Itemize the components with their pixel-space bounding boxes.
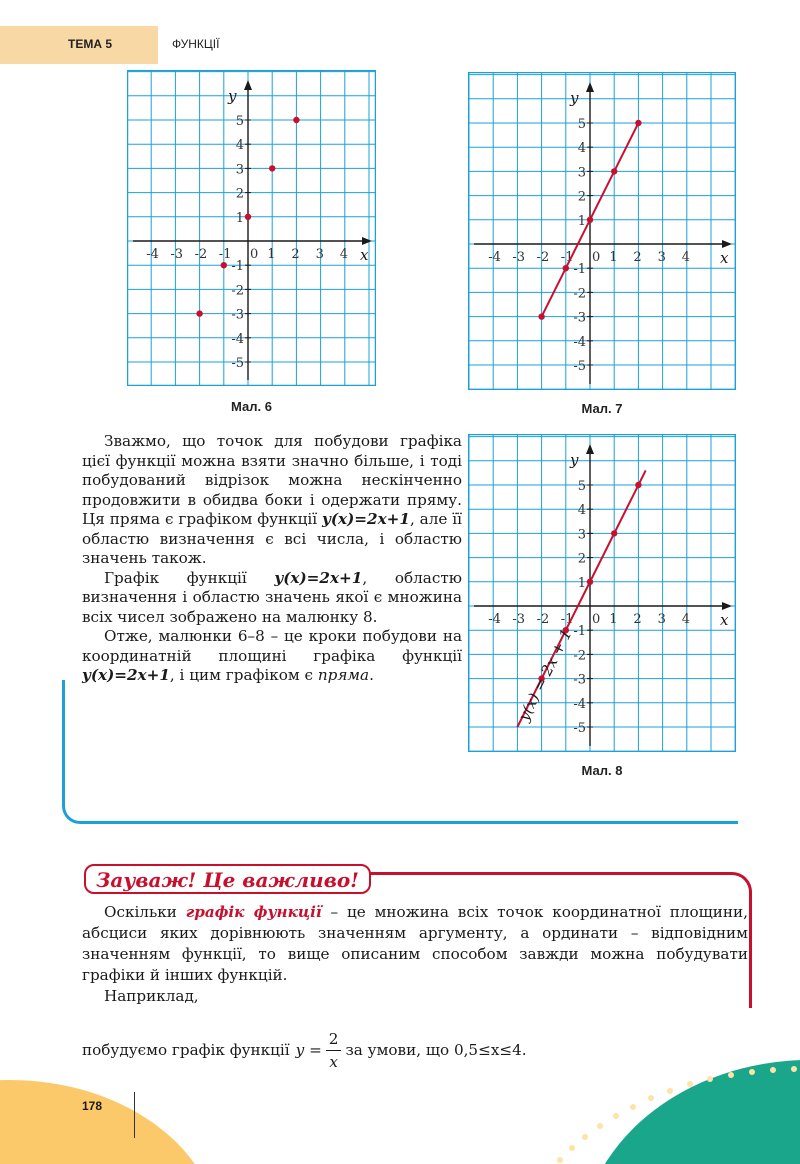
y-tick-label: 3: [235, 162, 244, 178]
figure-8-caption: Мал. 8: [581, 763, 623, 778]
y-tick-label: -3: [573, 672, 586, 688]
data-point: [635, 482, 641, 488]
data-point: [635, 120, 641, 126]
body-text: [82, 432, 462, 686]
section-label: ТЕМА 5: [68, 37, 113, 51]
line-equation-label: y(x) = 2x + 1: [514, 626, 576, 724]
y-tick-label: 4: [235, 138, 244, 154]
y-tick-label: -1: [231, 259, 244, 275]
x-tick-label: -3: [512, 250, 526, 265]
figure-6-caption: Мал. 6: [231, 399, 272, 414]
page-number-rule: [134, 1092, 135, 1138]
y-tick-label: -2: [573, 648, 586, 664]
x-axis-arrow: [362, 237, 372, 245]
grid: [468, 72, 736, 390]
x-tick-label: -1: [560, 250, 574, 265]
y-axis-arrow: [586, 82, 594, 92]
paragraph-2: [82, 569, 462, 628]
x-axis-arrow: [722, 240, 732, 248]
page-number: 178: [82, 1099, 103, 1113]
x-axis-arrow: [722, 602, 732, 610]
x-tick-label: -3: [512, 612, 526, 627]
note-term: графік функції: [185, 903, 322, 921]
x-tick-label: 4: [681, 612, 691, 627]
data-point: [269, 165, 275, 171]
x-axis-label: x: [720, 249, 729, 267]
x-axis-label: x: [360, 246, 369, 264]
y-axis-label: y: [228, 87, 237, 105]
note-paragraph-2: Наприклад,: [104, 987, 199, 1005]
x-tick-label: -3: [170, 247, 184, 262]
data-point: [293, 117, 299, 123]
note-title: Зауваж! Це важливо!: [84, 864, 371, 894]
fraction-denominator: x: [329, 1053, 338, 1071]
y-axis-label: y: [570, 451, 579, 469]
x-tick-label: 0: [592, 612, 601, 627]
x-tick-label: 0: [250, 247, 259, 262]
y-tick-label: 4: [577, 503, 586, 519]
x-tick-label: 3: [657, 250, 666, 265]
page-header: [0, 26, 800, 64]
y-axis-arrow: [244, 80, 252, 90]
y-tick-label: 2: [577, 551, 586, 567]
y-tick-label: 2: [235, 186, 244, 202]
x-tick-label: -4: [488, 612, 501, 627]
p2-text-b: , областю визначення і областю значень якої є множина всіх чисел зображено на малюнку 8.: [82, 568, 462, 626]
figure-7-graph: [468, 72, 736, 390]
y-tick-label: 5: [235, 114, 244, 129]
figure-6-graph: [127, 70, 376, 386]
data-point: [563, 265, 569, 271]
x-tick-label: -2: [194, 247, 208, 262]
y-tick-label: -3: [573, 310, 586, 326]
graph-border: [469, 73, 736, 390]
paragraph-1: [82, 432, 462, 569]
x-tick-label: 3: [657, 612, 666, 627]
data-point: [587, 579, 593, 585]
formula-y: y =: [295, 1041, 322, 1059]
note-p1-a: Оскільки: [104, 903, 186, 921]
x-tick-label: 1: [609, 612, 618, 627]
y-tick-label: -5: [573, 359, 586, 374]
decor-teal-blob: [580, 1060, 800, 1164]
y-axis-label: y: [570, 89, 579, 107]
x-tick-label: -4: [488, 250, 501, 265]
y-tick-label: -5: [231, 356, 244, 371]
x-tick-label: 4: [681, 250, 691, 265]
fraction: [326, 1028, 342, 1073]
p3-text-a: Отже, малюнки 6–8 – це кроки побудови на координатній площині графіка функції: [82, 627, 462, 665]
x-tick-label: -2: [536, 250, 550, 265]
fraction-numerator: 2: [326, 1028, 342, 1051]
x-tick-label: 0: [592, 250, 601, 265]
x-tick-label: -4: [146, 247, 159, 262]
y-tick-label: 2: [577, 189, 586, 205]
grid: [127, 70, 376, 386]
y-tick-label: 5: [577, 117, 586, 132]
p3-italic: пряма: [317, 666, 370, 684]
data-point: [611, 530, 617, 536]
y-tick-label: -4: [573, 334, 586, 350]
p3-formula: y(x)=2x+1: [82, 666, 170, 684]
p1-formula: y(x)=2x+1: [322, 510, 410, 528]
data-point: [245, 214, 251, 220]
section-bracket: [62, 680, 738, 824]
x-tick-label: 2: [633, 612, 642, 627]
x-tick-label: 2: [291, 247, 300, 262]
p1-text-b: , але її областю визначення є всі числа, і областю значень також.: [82, 510, 462, 567]
data-point: [538, 313, 544, 319]
formula-text-b: за умови, що 0,5≤x≤4.: [345, 1041, 527, 1059]
y-tick-label: -2: [231, 283, 244, 299]
paragraph-3: [82, 627, 462, 686]
data-point: [221, 262, 227, 268]
y-tick-label: 1: [577, 213, 586, 229]
p1-text-a: Зважмо, що точок для побудови графіка цієї функції можна взяти значно більше, і тоді побудований відрізок можна нескінченно продовжити в обидва боки і одержати пряму. Ця пряма є графіком функції: [82, 432, 462, 528]
y-tick-label: -5: [573, 721, 586, 736]
section-title: ФУНКЦІЇ: [172, 37, 220, 51]
formula-text-a: побудуємо графік функції: [82, 1041, 290, 1059]
example-formula-line: [82, 1028, 527, 1073]
x-tick-label: 4: [339, 247, 349, 262]
y-tick-label: 1: [577, 575, 586, 591]
x-tick-label: 3: [315, 247, 324, 262]
note-text: [82, 902, 748, 1007]
data-point: [611, 168, 617, 174]
y-tick-label: 5: [577, 479, 586, 494]
figure-7-caption: Мал. 7: [581, 401, 623, 416]
x-tick-label: 1: [609, 250, 618, 265]
p3-text-b: , і цим графіком є: [169, 666, 318, 684]
note-p1-b: – це множина всіх точок координатної площини, абсциси яких дорівнюють значенням аргументу, а ординати – відповідним значенням функції, то вище описаним способом завжди можна побудувати графіки й інших функцій.: [82, 903, 749, 984]
x-tick-label: 1: [267, 247, 276, 262]
y-axis-arrow: [586, 444, 594, 454]
y-tick-label: -4: [573, 696, 586, 712]
data-point: [196, 310, 202, 316]
x-tick-label: -2: [536, 612, 550, 627]
y-tick-label: 1: [235, 210, 244, 226]
y-tick-label: -2: [573, 286, 586, 302]
p2-text-a: Графік функції: [104, 568, 275, 587]
note-paragraph-1: [82, 902, 748, 986]
y-tick-label: 3: [577, 165, 586, 181]
x-tick-label: -1: [560, 612, 574, 627]
y-tick-label: -1: [573, 262, 586, 278]
decor-yellow-blob: [0, 1080, 220, 1164]
y-tick-label: 3: [577, 527, 586, 543]
y-tick-label: 4: [577, 141, 586, 157]
x-tick-label: -1: [218, 247, 232, 262]
section-tab: [0, 26, 158, 64]
x-axis-label: x: [720, 611, 729, 629]
y-tick-label: -4: [231, 331, 244, 347]
x-tick-label: 2: [633, 250, 642, 265]
data-point: [587, 217, 593, 223]
p3-text-c: .: [369, 666, 374, 684]
p2-formula: y(x)=2x+1: [274, 568, 363, 587]
y-tick-label: -1: [573, 624, 586, 640]
y-tick-label: -3: [231, 307, 244, 323]
